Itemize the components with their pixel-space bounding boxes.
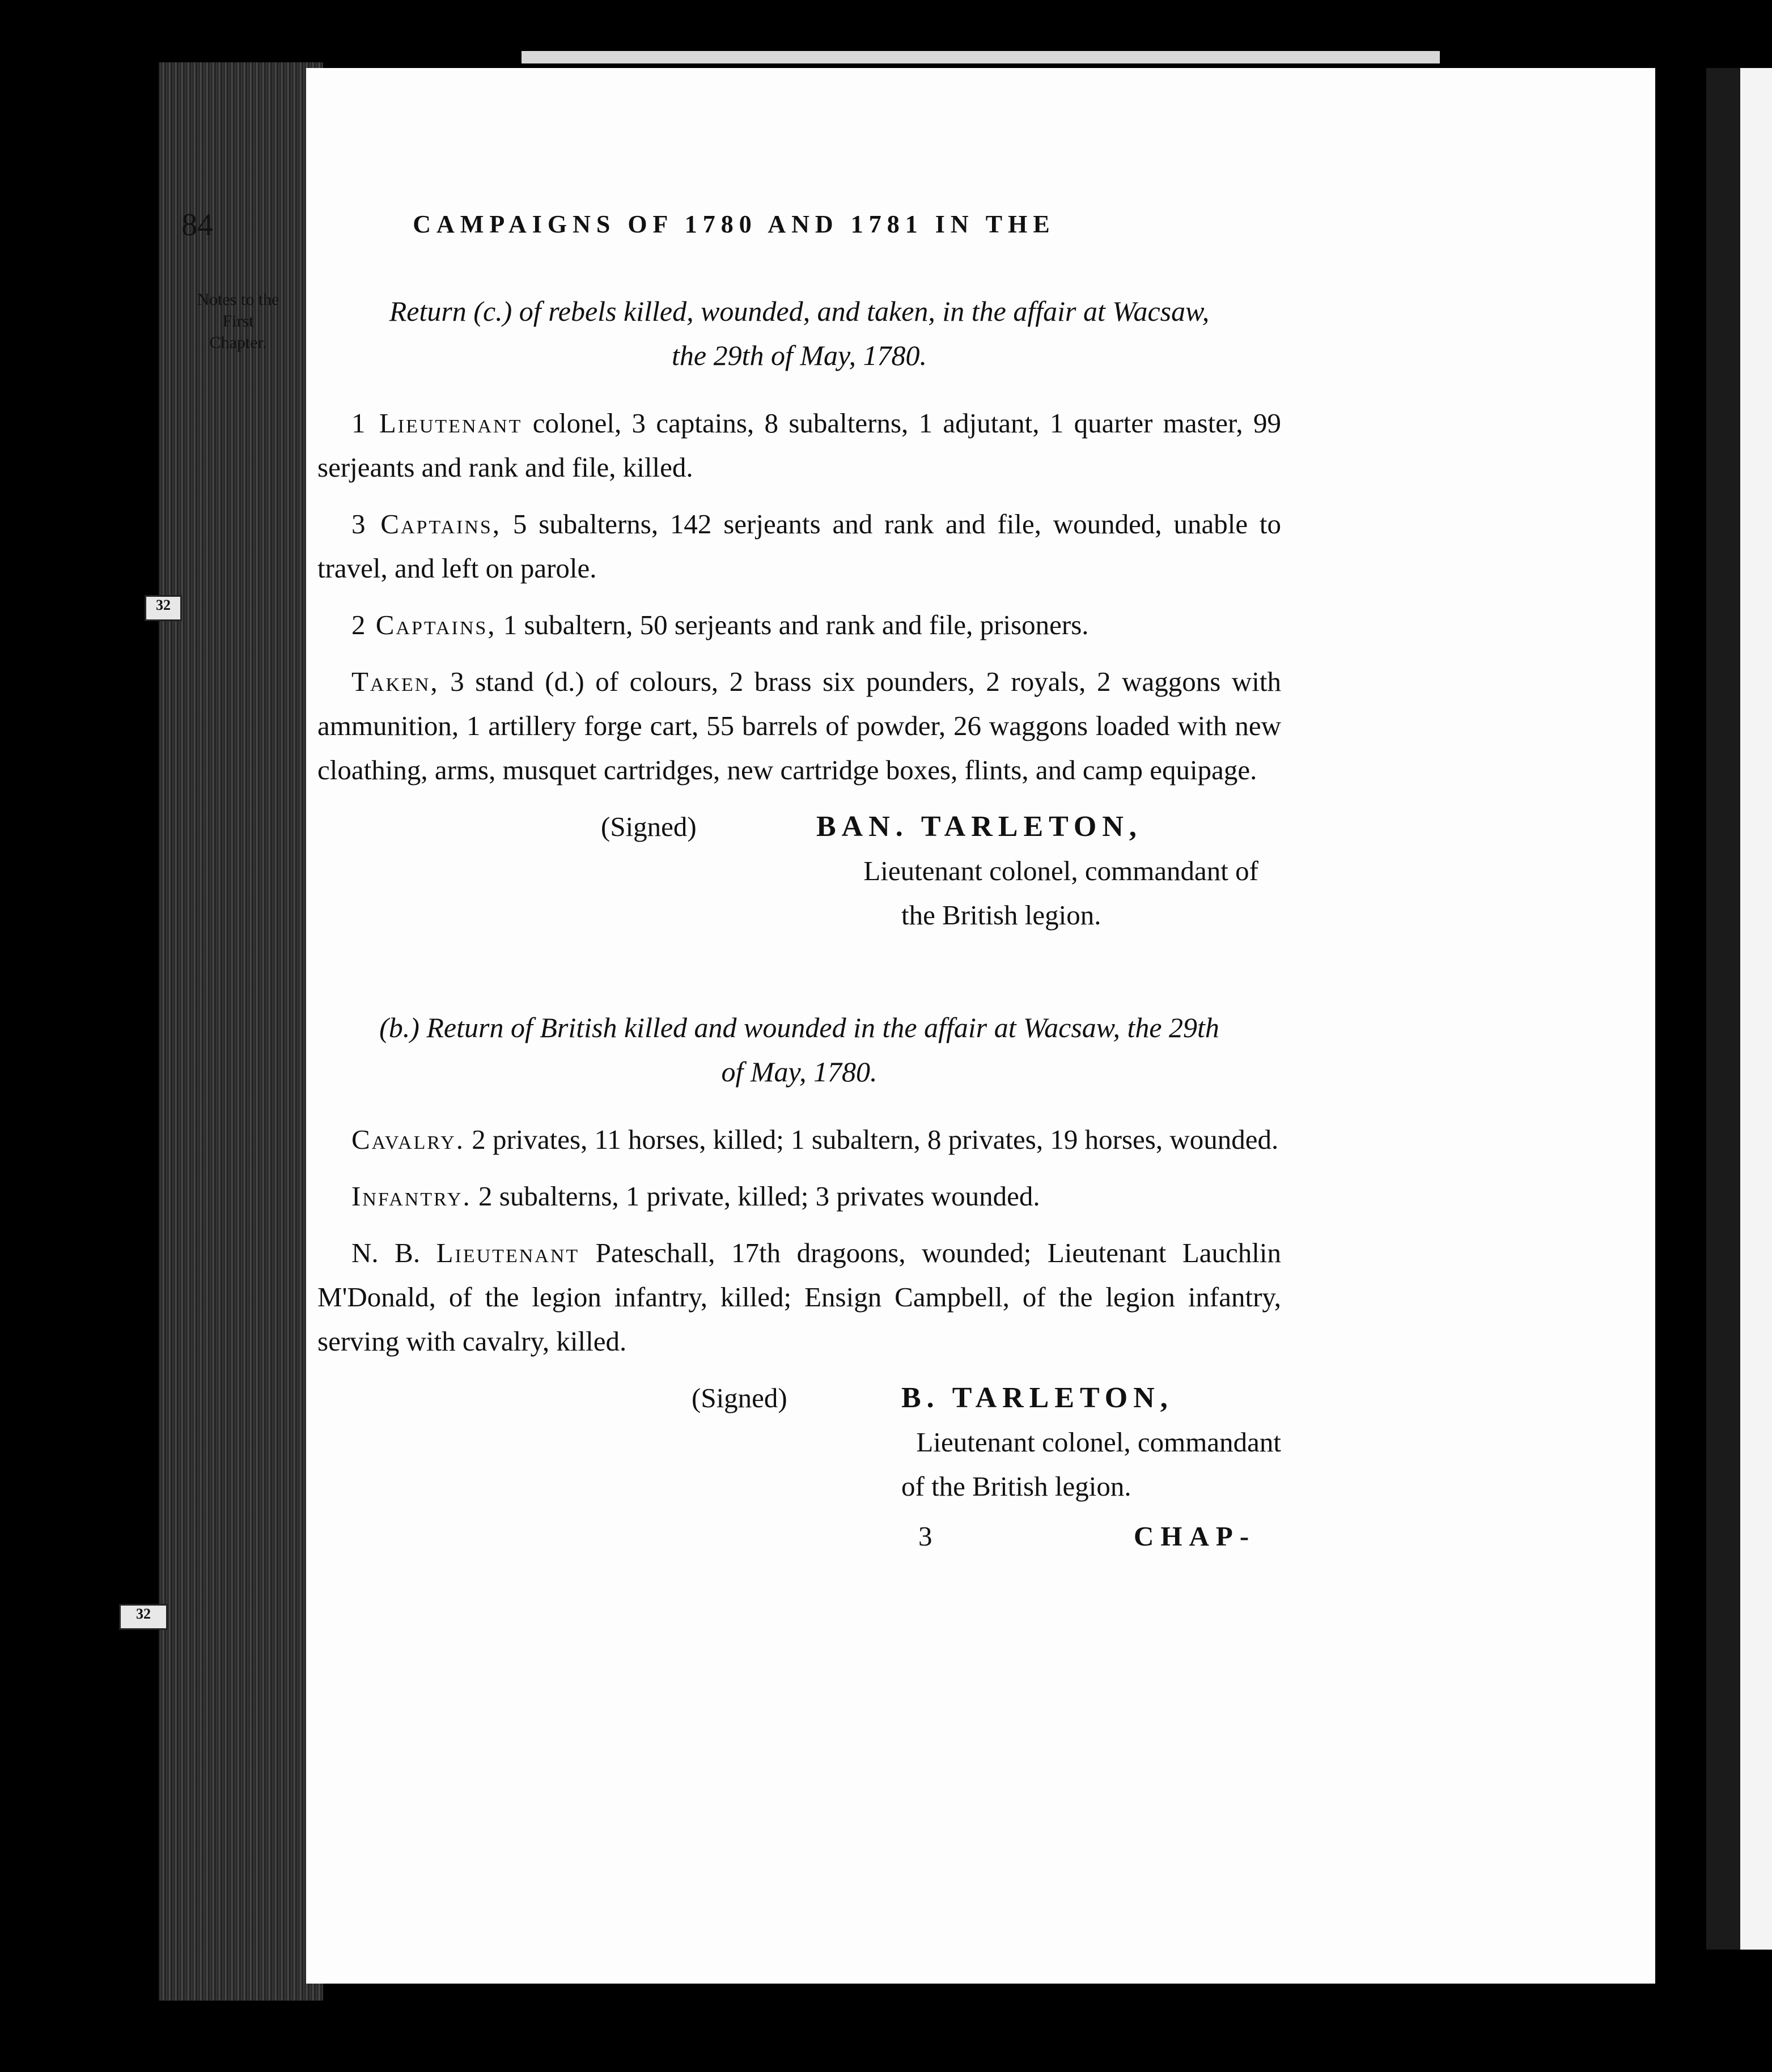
cavalry-paragraph: [317, 1118, 1281, 1162]
nota-bene-paragraph: [317, 1231, 1281, 1364]
return-c-title: [317, 289, 1281, 377]
paragraph-lead: Taken,: [351, 666, 439, 697]
paragraph-lead: Cavalry.: [351, 1124, 465, 1155]
paragraph-lead: Infantry.: [351, 1181, 472, 1212]
taken-paragraph: [317, 660, 1281, 792]
signed-label: (Signed): [601, 811, 697, 842]
signature-name: B. TARLETON,: [901, 1382, 1173, 1414]
return-c-title-line: the 29th of May, 1780.: [672, 339, 927, 371]
signature-title: Lieutenant colonel, commandant of: [863, 855, 1258, 886]
officers-killed-paragraph: [317, 401, 1281, 490]
page-content: [317, 289, 1281, 1560]
infantry-paragraph: [317, 1174, 1281, 1218]
paragraph-text: 1 subaltern, 50 serjeants and rank and file, prisoners.: [496, 609, 1089, 640]
page-number: 84: [181, 207, 213, 243]
margin-note: [181, 289, 295, 354]
adjacent-page-edge: [1706, 68, 1772, 1950]
section-gap: [317, 937, 1281, 1005]
running-head: CAMPAIGNS OF 1780 AND 1781 IN THE: [413, 210, 1055, 238]
paragraph-text: 5 subalterns, 142 serjeants and rank and file, wounded, unable to travel, and left on parole.: [317, 508, 1282, 584]
signature-title: the British legion.: [901, 899, 1101, 931]
page-header: [181, 207, 1287, 252]
margin-note-line: Chapter.: [209, 333, 267, 352]
signature-name: BAN. TARLETON,: [816, 810, 1142, 843]
paragraph-text: colonel, 3 captains, 8 subalterns, 1 adjutant, 1 quarter master, 99 serjeants and rank and file, killed.: [317, 407, 1282, 483]
paragraph-lead: 2 Captains,: [351, 609, 497, 640]
return-b-title: [317, 1005, 1281, 1094]
signature-mark: 3: [918, 1521, 932, 1552]
paragraph-text: 3 stand (d.) of colours, 2 brass six pounders, 2 royals, 2 waggons with ammunition, 1 artillery forge cart, 55 barrels of powder, 26 waggons loaded with new cloathing, arms, musquet cartridges, new cartridge boxes, flints, and camp equipage.: [317, 666, 1281, 786]
signed-label: (Signed): [692, 1382, 787, 1413]
signature-line: [317, 805, 1281, 849]
edge-tab-upper: 32: [145, 595, 182, 621]
wounded-paragraph: [317, 502, 1281, 591]
paragraph-text: 2 privates, 11 horses, killed; 1 subaltern, 8 privates, 19 horses, wounded.: [464, 1124, 1279, 1155]
paragraph-lead: 3 Captains,: [351, 508, 502, 540]
paragraph-lead: Lieutenant: [436, 1237, 580, 1268]
signature-line: [317, 1376, 1281, 1420]
margin-note-line: First: [222, 312, 254, 330]
nb-prefix: N. B.: [351, 1237, 436, 1268]
paragraph-lead: 1 Lieutenant: [351, 407, 523, 439]
edge-tab-lower: 32: [119, 1604, 168, 1630]
paragraph-text: Pateschall, 17th dragoons, wounded; Lieutenant Lauchlin M'Donald, of the legion infantry, killed; Ensign Campbell, of the legion infantry, serving with cavalry, killed.: [317, 1237, 1282, 1357]
page-footer: [317, 1514, 1281, 1560]
paragraph-text: 2 subalterns, 1 private, killed; 3 privates wounded.: [471, 1181, 1040, 1212]
catchword: CHAP-: [1134, 1521, 1256, 1552]
prisoners-paragraph: [317, 603, 1281, 647]
return-c-title-line: Return (c.) of rebels killed, wounded, and taken, in the affair at Wacsaw,: [389, 295, 1210, 327]
return-b-title-line: (b.) Return of British killed and wounded in the affair at Wacsaw, the 29th: [379, 1012, 1219, 1043]
signature-title: Lieutenant colonel, commandant: [916, 1426, 1281, 1458]
top-page-strip: [522, 51, 1440, 63]
margin-note-line: Notes to the: [197, 290, 279, 309]
signature-title: of the British legion.: [901, 1471, 1131, 1502]
return-b-title-line: of May, 1780.: [721, 1056, 877, 1088]
